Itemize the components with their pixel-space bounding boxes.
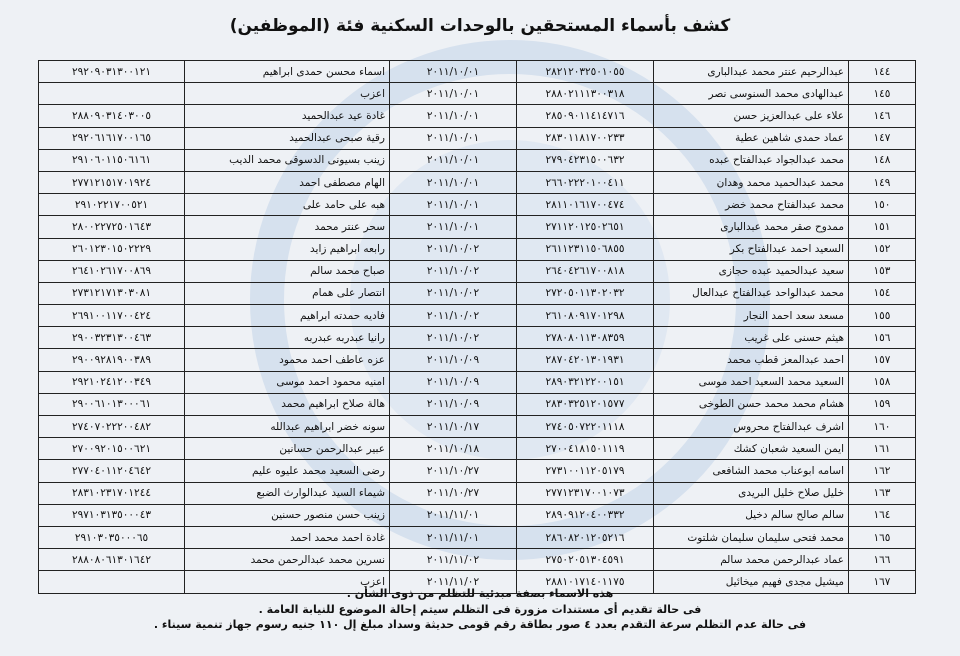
- spouse-name-cell: سحر عنتر محمد: [185, 216, 390, 238]
- application-date-cell: ٢٠١١/١١/٠١: [390, 526, 517, 548]
- row-number-cell: ١٥١: [849, 216, 916, 238]
- spouse-id-cell: ٢٨٠٠٢٢٧٢٥٠١٦٤٣: [39, 216, 185, 238]
- national-id-cell: ٢٨٨١٠١٧١٤٠١١٧٥: [517, 571, 654, 593]
- row-number-cell: ١٤٩: [849, 171, 916, 193]
- spouse-id-cell: ٢٩٠٠٦١٠١٣٠٠٠٦١: [39, 393, 185, 415]
- application-date-cell: ٢٠١١/١٠/٢٧: [390, 482, 517, 504]
- page-title: كشف بأسماء المستحقين بالوحدات السكنية فئة (الموظفين): [229, 16, 731, 36]
- spouse-name-cell: هالة صلاح ابراهيم محمد: [185, 393, 390, 415]
- national-id-cell: ٢٧١١٢٠١٢٥٠٢٦٥١: [517, 216, 654, 238]
- spouse-name-cell: عبير عبدالرحمن حسانين: [185, 438, 390, 460]
- application-date-cell: ٢٠١١/١١/٠٢: [390, 549, 517, 571]
- national-id-cell: ٢٦٤٠٤٢٦١٧٠٠٨١٨: [517, 260, 654, 282]
- spouse-name-cell: غادة احمد محمد احمد: [185, 526, 390, 548]
- table-row: [39, 127, 916, 149]
- national-id-cell: ٢٨٧٠٤٢٠١٣٠١٩٣١: [517, 349, 654, 371]
- national-id-cell: ٢٧٥٠٢٠٥١٣٠٤٥٩١: [517, 549, 654, 571]
- spouse-id-cell: ٢٩٠٠٣٢٣١٣٠٠٤٦٣: [39, 327, 185, 349]
- applicant-name-cell: محمد عبدالفتاح محمد خضر: [654, 194, 849, 216]
- spouse-id-cell: ٢٨٣١٠٢٣١٧٠١٢٤٤: [39, 482, 185, 504]
- row-number-cell: ١٥٦: [849, 327, 916, 349]
- table-row: [39, 416, 916, 438]
- table-row: [39, 327, 916, 349]
- application-date-cell: ٢٠١١/١٠/٠٩: [390, 393, 517, 415]
- row-number-cell: ١٦٦: [849, 549, 916, 571]
- row-number-cell: ١٥٠: [849, 194, 916, 216]
- spouse-id-cell: ٢٩٢٠٩٠٣١٣٠٠١٢١: [39, 61, 185, 83]
- table-row: [39, 460, 916, 482]
- application-date-cell: ٢٠١١/١٠/٠٢: [390, 238, 517, 260]
- spouse-id-cell: ٢٩١٠٣٠٣٥٠٠٠٦٥: [39, 526, 185, 548]
- spouse-id-cell: ٢٧٣١٢١٧١٣٠٣٠٨١: [39, 282, 185, 304]
- table-row: [39, 549, 916, 571]
- application-date-cell: ٢٠١١/١٠/٠٢: [390, 305, 517, 327]
- national-id-cell: ٢٧٧١٢٣١٧٠٠١٠٧٣: [517, 482, 654, 504]
- table-row: [39, 260, 916, 282]
- spouse-name-cell: سونه خضر ابراهيم عبدالله: [185, 416, 390, 438]
- spouse-name-cell: امنيه محمود احمد موسى: [185, 371, 390, 393]
- row-number-cell: ١٦٢: [849, 460, 916, 482]
- row-number-cell: ١٦١: [849, 438, 916, 460]
- applicant-name-cell: اسامه ابوعناب محمد الشافعى: [654, 460, 849, 482]
- spouse-id-cell: ٢٧٤٠٧٠٢٢٢٠٠٤٨٢: [39, 416, 185, 438]
- spouse-id-cell: ٢٦٤١٠٢٦١٧٠٠٨٦٩: [39, 260, 185, 282]
- spouse-id-cell: ٢٦٩١٠٠١١٧٠٠٤٢٤: [39, 305, 185, 327]
- row-number-cell: ١٥٨: [849, 371, 916, 393]
- application-date-cell: ٢٠١١/١٠/١٧: [390, 416, 517, 438]
- applicant-name-cell: السعيد محمد السعيد احمد موسى: [654, 371, 849, 393]
- table-row: [39, 149, 916, 171]
- row-number-cell: ١٦٤: [849, 504, 916, 526]
- national-id-cell: ٢٨٣٠١١٨١٧٠٠٢٣٣: [517, 127, 654, 149]
- application-date-cell: ٢٠١١/١٠/٠١: [390, 216, 517, 238]
- row-number-cell: ١٤٨: [849, 149, 916, 171]
- application-date-cell: ٢٠١١/١٠/٠٢: [390, 327, 517, 349]
- row-number-cell: ١٥٩: [849, 393, 916, 415]
- applicant-name-cell: محمد عبدالواحد عبدالفتاح عبدالعال: [654, 282, 849, 304]
- national-id-cell: ٢٨٩٠٩١٢٠٤٠٠٣٣٢: [517, 504, 654, 526]
- national-id-cell: ٢٧٣١٠٠١١٢٠٥١٧٩: [517, 460, 654, 482]
- spouse-name-cell: صباح محمد سالم: [185, 260, 390, 282]
- table-row: [39, 282, 916, 304]
- row-number-cell: ١٥٤: [849, 282, 916, 304]
- applicant-name-cell: خليل صلاح خليل البريدى: [654, 482, 849, 504]
- application-date-cell: ٢٠١١/١٠/٠٩: [390, 371, 517, 393]
- spouse-name-cell: اعزب: [185, 83, 390, 105]
- application-date-cell: ٢٠١١/١٠/٠١: [390, 149, 517, 171]
- spouse-id-cell: ٢٩٢١٠٢٤١٢٠٠٣٤٩: [39, 371, 185, 393]
- application-date-cell: ٢٠١١/١٠/٠٩: [390, 349, 517, 371]
- applicant-name-cell: مسعد سعد احمد النجار: [654, 305, 849, 327]
- applicant-name-cell: ايمن السعيد شعبان كشك: [654, 438, 849, 460]
- national-id-cell: ٢٨٩٠٣٢١٢٢٠٠١٥١: [517, 371, 654, 393]
- spouse-name-cell: شيماء السيد عبدالوارث الضبع: [185, 482, 390, 504]
- applicant-name-cell: عبدالهادى محمد السنوسى نصر: [654, 83, 849, 105]
- table-row: [39, 504, 916, 526]
- application-date-cell: ٢٠١١/١٠/٠٢: [390, 260, 517, 282]
- row-number-cell: ١٤٦: [849, 105, 916, 127]
- applicant-name-cell: احمد عبدالمعز قطب محمد: [654, 349, 849, 371]
- row-number-cell: ١٥٢: [849, 238, 916, 260]
- table-row: [39, 482, 916, 504]
- notes-section: [0, 586, 960, 633]
- spouse-name-cell: رابعه ابراهيم زايد: [185, 238, 390, 260]
- application-date-cell: ٢٠١١/١٠/٠١: [390, 83, 517, 105]
- national-id-cell: ٢٧٢٠٥٠١١٣٠٢٠٣٢: [517, 282, 654, 304]
- applicant-name-cell: هيثم حسنى على غريب: [654, 327, 849, 349]
- spouse-name-cell: هبه على حامد على: [185, 194, 390, 216]
- applicant-name-cell: سالم صالح سالم دخيل: [654, 504, 849, 526]
- row-number-cell: ١٦٠: [849, 416, 916, 438]
- spouse-name-cell: فاديه حمدته ابراهيم: [185, 305, 390, 327]
- row-number-cell: ١٤٤: [849, 61, 916, 83]
- applicant-name-cell: عماد حمدى شاهين عطية: [654, 127, 849, 149]
- application-date-cell: ٢٠١١/١٠/٠١: [390, 61, 517, 83]
- national-id-cell: ٢٨٢١٢٠٣٢٥٠١٠٥٥: [517, 61, 654, 83]
- applicant-name-cell: ممدوح صقر محمد عبدالبارى: [654, 216, 849, 238]
- national-id-cell: ٢٨٦٠٨٢٠١٢٠٥٢١٦: [517, 526, 654, 548]
- spouse-name-cell: غادة عيد عبدالحميد: [185, 105, 390, 127]
- spouse-id-cell: ٢٩٠٠٩٢٨١٩٠٠٣٨٩: [39, 349, 185, 371]
- row-number-cell: ١٥٧: [849, 349, 916, 371]
- national-id-cell: ٢٧٠٠٤١٨١٥٠١١١٩: [517, 438, 654, 460]
- national-id-cell: ٢٨٨٠٢١١١٣٠٠٣١٨: [517, 83, 654, 105]
- spouse-id-cell: [39, 83, 185, 105]
- application-date-cell: ٢٠١١/١٠/١٨: [390, 438, 517, 460]
- row-number-cell: ١٦٥: [849, 526, 916, 548]
- applicant-name-cell: محمد عبدالحميد محمد وهدان: [654, 171, 849, 193]
- applicant-name-cell: محمد عبدالجواد عبدالفتاح عبده: [654, 149, 849, 171]
- spouse-name-cell: نسرين محمد عبدالرحمن محمد: [185, 549, 390, 571]
- table-row: [39, 105, 916, 127]
- table-row: [39, 393, 916, 415]
- spouse-name-cell: الهام مصطفى احمد: [185, 171, 390, 193]
- spouse-name-cell: زينب حسن منصور حسنين: [185, 504, 390, 526]
- national-id-cell: ٢٨٥٠٩٠١١٤١٤٧١٦: [517, 105, 654, 127]
- national-id-cell: ٢٧٤٠٥٠٧٢٢٠١١١٨: [517, 416, 654, 438]
- note-line: فى حالة تقديم أى مستندات مزورة فى التظلم سيتم إحالة الموضوع للنيابة العامة .: [258, 602, 702, 616]
- table-row: [39, 371, 916, 393]
- spouse-name-cell: انتصار على همام: [185, 282, 390, 304]
- spouse-name-cell: عزه عاطف احمد محمود: [185, 349, 390, 371]
- table-row: [39, 216, 916, 238]
- national-id-cell: ٢٦٦٠٢٢٢٠١٠٠٤١١: [517, 171, 654, 193]
- application-date-cell: ٢٠١١/١١/٠٢: [390, 571, 517, 593]
- table-row: [39, 61, 916, 83]
- national-id-cell: ٢٨٣٠٣٢٥١٢٠١٥٧٧: [517, 393, 654, 415]
- application-date-cell: ٢٠١١/١٠/٠١: [390, 105, 517, 127]
- spouse-id-cell: ٢٩٢٠٦١٦١٧٠٠١٦٥: [39, 127, 185, 149]
- spouse-name-cell: اسماء محسن حمدى ابراهيم: [185, 61, 390, 83]
- row-number-cell: ١٥٥: [849, 305, 916, 327]
- application-date-cell: ٢٠١١/١٠/٠١: [390, 194, 517, 216]
- applicant-name-cell: علاء على عبدالعزيز حسن: [654, 105, 849, 127]
- national-id-cell: ٢٦١١٢٣١١٥٠٦٨٥٥: [517, 238, 654, 260]
- application-date-cell: ٢٠١١/١٠/٠١: [390, 127, 517, 149]
- table-row: [39, 171, 916, 193]
- table-row: [39, 349, 916, 371]
- spouse-id-cell: ٢٨٨٠٩٠٣١٤٠٣٠٠٥: [39, 105, 185, 127]
- spouse-name-cell: زينب بسيونى الدسوقى محمد الديب: [185, 149, 390, 171]
- table-row: [39, 83, 916, 105]
- spouse-name-cell: رقية صبحى عبدالحميد: [185, 127, 390, 149]
- table-row: [39, 438, 916, 460]
- national-id-cell: ٢٧٩٠٤٢٣١٥٠٠٦٣٢: [517, 149, 654, 171]
- applicant-name-cell: محمد فتحى سليمان سليمان شلتوت: [654, 526, 849, 548]
- spouse-id-cell: ٢٩١٠٢٢١٧٠٠٥٢١: [39, 194, 185, 216]
- row-number-cell: ١٥٣: [849, 260, 916, 282]
- application-date-cell: ٢٠١١/١٠/٠١: [390, 171, 517, 193]
- applicant-name-cell: عبدالرحيم عنتر محمد عبدالبارى: [654, 61, 849, 83]
- national-id-cell: ٢٦١٠٨٠٩١٧٠١٢٩٨: [517, 305, 654, 327]
- table-row: [39, 526, 916, 548]
- applicant-name-cell: ميشيل مجدى فهيم ميخائيل: [654, 571, 849, 593]
- row-number-cell: ١٦٣: [849, 482, 916, 504]
- applicant-name-cell: عماد عبدالرحمن محمد سالم: [654, 549, 849, 571]
- spouse-id-cell: ٢٧٧١٢١٥١٧٠١٩٢٤: [39, 171, 185, 193]
- national-id-cell: ٢٧٨٠٨٠١١٣٠٨٣٥٩: [517, 327, 654, 349]
- table-row: [39, 238, 916, 260]
- note-line: هذه الاسماء بصفة مبدئية للتظلم من ذوى الشأن .: [346, 587, 614, 600]
- spouse-name-cell: رانيا عبدربه عبدربه: [185, 327, 390, 349]
- spouse-id-cell: ٢٦٠١٢٣٠١٥٠٢٢٢٩: [39, 238, 185, 260]
- row-number-cell: ١٦٧: [849, 571, 916, 593]
- applicant-name-cell: سعيد عبدالحميد عبده حجازى: [654, 260, 849, 282]
- application-date-cell: ٢٠١١/١٠/٠٢: [390, 282, 517, 304]
- spouse-name-cell: اعزب: [185, 571, 390, 593]
- spouse-id-cell: ٢٧٧٠٤٠١١٢٠٤٦٤٢: [39, 460, 185, 482]
- application-date-cell: ٢٠١١/١١/٠١: [390, 504, 517, 526]
- application-date-cell: ٢٠١١/١٠/٢٧: [390, 460, 517, 482]
- note-line: فى حالة عدم التظلم سرعة التقدم بعدد ٤ صور بطاقة رقم قومى حديثة وسداد مبلغ إل ١١٠ جنيه رسوم جهاز تنمية سيناء .: [153, 618, 807, 631]
- table-row: [39, 194, 916, 216]
- row-number-cell: ١٤٥: [849, 83, 916, 105]
- table-row: [39, 305, 916, 327]
- spouse-name-cell: رضى السعيد محمد عليوه عليم: [185, 460, 390, 482]
- spouse-id-cell: ٢٩٧١٠٣١٣٥٠٠٠٤٣: [39, 504, 185, 526]
- beneficiaries-table: [38, 60, 916, 594]
- spouse-id-cell: ٢٩١٠٦٠١١٥٠٦١٦١: [39, 149, 185, 171]
- applicant-name-cell: هشام محمد محمد حسن الطوخى: [654, 393, 849, 415]
- row-number-cell: ١٤٧: [849, 127, 916, 149]
- spouse-id-cell: ٢٧٠٠٩٢٠١٥٠٠٦٢١: [39, 438, 185, 460]
- spouse-id-cell: ٢٨٨٠٨٠٦١٣٠١٦٤٢: [39, 549, 185, 571]
- applicant-name-cell: اشرف عبدالفتاح محروس: [654, 416, 849, 438]
- national-id-cell: ٢٨١١٠١٦١٧٠٠٤٧٤: [517, 194, 654, 216]
- applicant-name-cell: السعيد احمد عبدالفتاح بكر: [654, 238, 849, 260]
